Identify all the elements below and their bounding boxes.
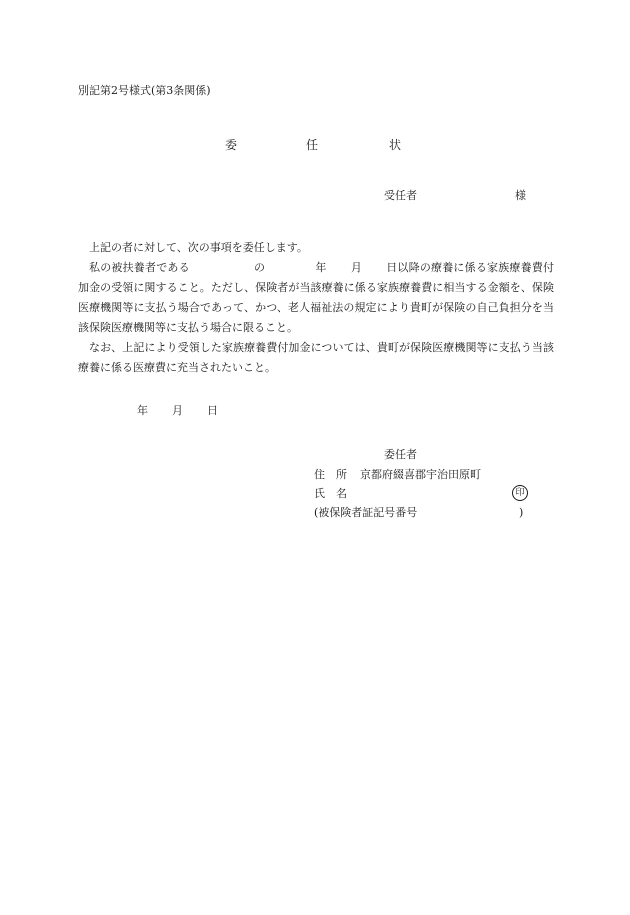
body-paragraph-2: [78, 258, 554, 338]
address-value: 京都府綴喜郡宇治田原町: [360, 468, 481, 481]
date-month: 月: [172, 404, 183, 417]
body-paragraph-1: 上記の者に対して、次の事項を委任します。: [89, 241, 308, 254]
addressee-label: 受任者: [384, 189, 417, 202]
name-label: 氏 名: [314, 487, 347, 500]
insurance-label: (被保険者証記号番号: [314, 506, 418, 519]
insurance-close: ): [519, 506, 524, 519]
seal-mark: 印: [512, 485, 528, 501]
p2-rest: 日以降の療養に係る家族療養費付加金の受領に関すること。ただし、保険者が当該療養に係る家族療養費に相当する金額を、保険医療機関等に支払う場合であって、かつ、老人福祉法の規定により貴町が保険の自己負担分を当該保険医療機関等に支払う場合に限ること。: [78, 261, 555, 334]
address-label: 住 所: [314, 468, 347, 481]
delegator-label: 委任者: [384, 448, 417, 461]
body-paragraph-3: なお、上記により受領した家族療養費付加金については、貴町が保険医療機関等に支払う当該療養に係る医療費に充当されたいこと。: [78, 341, 554, 374]
form-number: 別記第2号様式(第3条関係): [78, 84, 211, 97]
p2-lead: 私の被扶養者である: [89, 261, 190, 274]
title-char-1: 委: [225, 138, 238, 152]
title-char-2: 任: [306, 138, 319, 152]
p2-month: 月: [350, 261, 363, 274]
date-year: 年: [137, 404, 148, 417]
addressee-honorific: 様: [515, 189, 526, 202]
date-day: 日: [207, 404, 218, 417]
p2-no: の: [253, 261, 266, 274]
title-char-3: 状: [389, 138, 402, 152]
p2-year: 年: [315, 261, 327, 274]
